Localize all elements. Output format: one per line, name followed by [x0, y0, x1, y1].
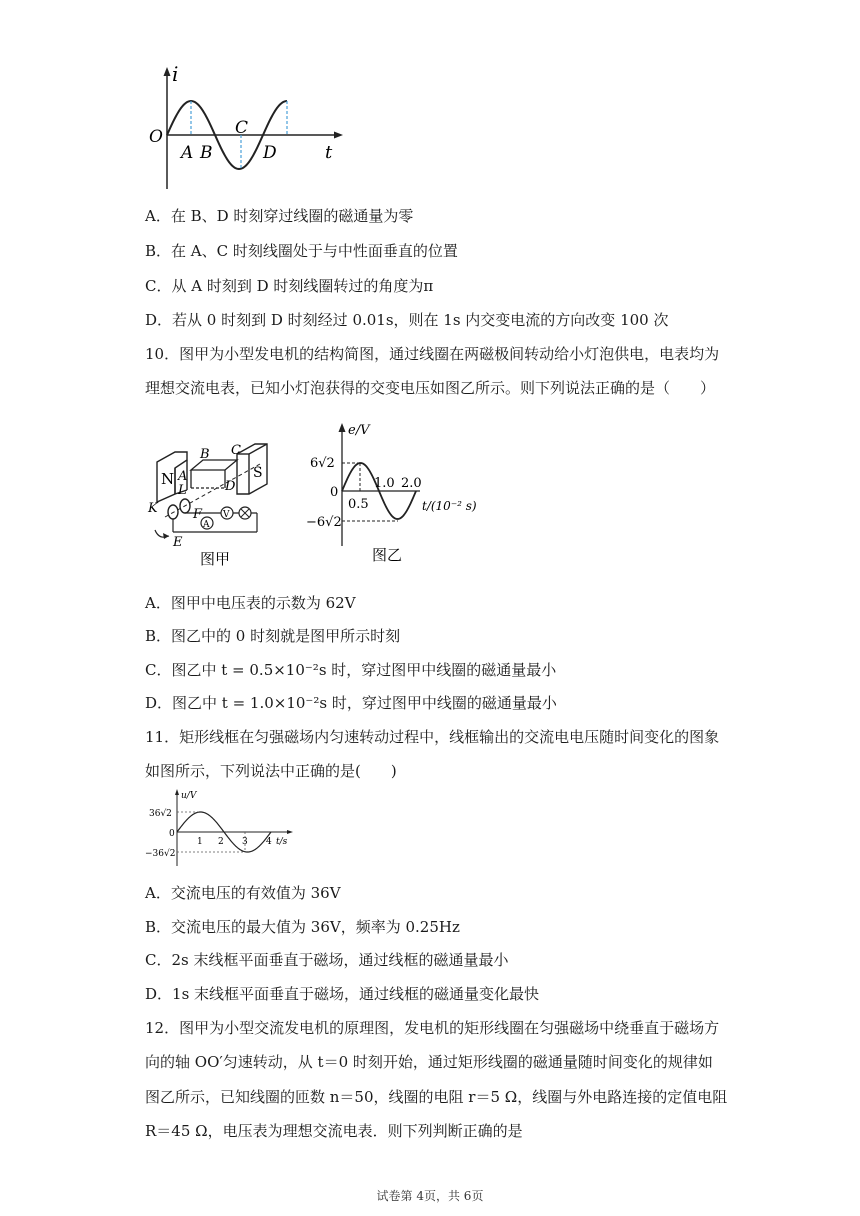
q9-option-b: B．在 A、C 时刻线圈处于与中性面垂直的位置	[145, 242, 458, 260]
q9-point-c: C	[235, 118, 249, 138]
q9-y-label: i	[172, 65, 179, 86]
q11-voltage-svg	[145, 788, 295, 870]
q10-ammeter-label: A	[203, 520, 210, 530]
q9-point-d: D	[263, 143, 277, 163]
q11-stem-line1: 11．矩形线框在匀强磁场内匀速转动过程中，线框输出的交流电电压随时间变化的图象	[145, 728, 720, 746]
q10-voltage-graph	[300, 420, 480, 570]
q9-sine-graph	[145, 65, 350, 195]
q10-generator-diagram	[145, 432, 280, 572]
q9-option-a: A．在 B、D 时刻穿过线圈的磁通量为零	[145, 207, 414, 225]
q10-tick-2-0: 2.0	[401, 476, 422, 491]
q10-label-s: S	[253, 465, 263, 481]
q10-label-c: C	[231, 443, 241, 458]
q10-y-min: −6√2	[306, 515, 342, 530]
q10-voltmeter-label: V	[223, 510, 230, 520]
page-footer: 试卷第 4页，共 6页	[376, 1189, 484, 1203]
q11-stem-line2: 如图所示，下列说法中正确的是( )	[145, 762, 397, 780]
q12-line1: 12．图甲为小型交流发电机的原理图，发电机的矩形线圈在匀强磁场中绕垂直于磁场方	[145, 1019, 720, 1037]
q10-voltage-svg	[300, 420, 480, 570]
q11-tick-2: 2	[218, 837, 224, 847]
q11-x-label: t/s	[276, 837, 288, 847]
q10-x-label: t/(10⁻² s)	[422, 499, 477, 513]
q10-origin: 0	[330, 485, 339, 500]
q9-option-c: C．从 A 时刻到 D 时刻线圈转过的角度为π	[145, 277, 434, 295]
q10-label-e: E	[173, 535, 183, 550]
q10-label-n: N	[161, 470, 175, 488]
q11-option-b: B．交流电压的最大值为 36V，频率为 0.25Hz	[145, 918, 460, 936]
q10-generator-svg	[145, 432, 280, 572]
q10-label-d: D	[225, 479, 236, 494]
q11-voltage-graph	[145, 788, 295, 870]
q12-line2: 向的轴 OO′匀速转动，从 t＝0 时刻开始，通过矩形线圈的磁通量随时间变化的规律如	[145, 1053, 713, 1071]
q10-stem-line1: 10．图甲为小型发电机的结构简图，通过线圈在两磁极间转动给小灯泡供电，电表均为	[145, 345, 720, 363]
q11-tick-3: 3	[242, 837, 248, 847]
q11-y-max: 36√2	[149, 809, 172, 819]
q11-y-label: u/V	[181, 791, 197, 801]
q9-option-d: D．若从 0 时刻到 D 时刻经过 0.01s，则在 1s 内交变电流的方向改变 100 次	[145, 311, 669, 329]
q10-label-f: F	[193, 507, 203, 522]
q10-label-k: K	[148, 501, 158, 516]
q10-option-d: D．图乙中 t = 1.0×10⁻²s 时，穿过图甲中线圈的磁通量最小	[145, 694, 557, 712]
q10-tick-1-0: 1.0	[374, 476, 395, 491]
q12-line3: 图乙所示，已知线圈的匝数 n＝50，线圈的电阻 r＝5 Ω，线圈与外电路连接的定值电阻	[145, 1088, 728, 1106]
q11-option-c: C．2s 末线框平面垂直于磁场，通过线框的磁通量最小	[145, 951, 509, 969]
q10-option-b: B．图乙中的 0 时刻就是图甲所示时刻	[145, 627, 401, 645]
q11-tick-1: 1	[197, 837, 203, 847]
q9-origin-label: O	[149, 127, 163, 147]
q11-y-min: −36√2	[145, 849, 176, 859]
q9-point-a: A	[181, 143, 194, 163]
q10-option-c: C．图乙中 t = 0.5×10⁻²s 时，穿过图甲中线圈的磁通量最小	[145, 661, 557, 679]
q11-origin: 0	[169, 829, 175, 839]
q10-y-max: 6√2	[310, 456, 335, 471]
q10-label-b: B	[200, 447, 210, 462]
q10-label-l: L	[178, 483, 187, 498]
q12-line4: R＝45 Ω，电压表为理想交流电表．则下列判断正确的是	[145, 1122, 523, 1140]
q9-x-label: t	[325, 142, 333, 163]
q10-fig-yi-caption: 图乙	[372, 546, 403, 564]
q10-y-label: e/V	[348, 423, 370, 438]
q11-option-d: D．1s 末线框平面垂直于磁场，通过线框的磁通量变化最快	[145, 985, 540, 1003]
q9-point-b: B	[200, 143, 213, 163]
q11-tick-4: 4	[266, 837, 272, 847]
q10-stem-line2: 理想交流电表，已知小灯泡获得的交变电压如图乙所示。则下列说法正确的是（ ）	[145, 379, 716, 397]
q10-fig-jia-caption: 图甲	[200, 550, 231, 568]
q10-label-a: A	[178, 469, 188, 484]
q9-graph-svg	[145, 65, 350, 195]
q10-option-a: A．图甲中电压表的示数为 62V	[145, 594, 356, 612]
q10-tick-0-5: 0.5	[348, 497, 369, 512]
q11-option-a: A．交流电压的有效值为 36V	[145, 884, 341, 902]
